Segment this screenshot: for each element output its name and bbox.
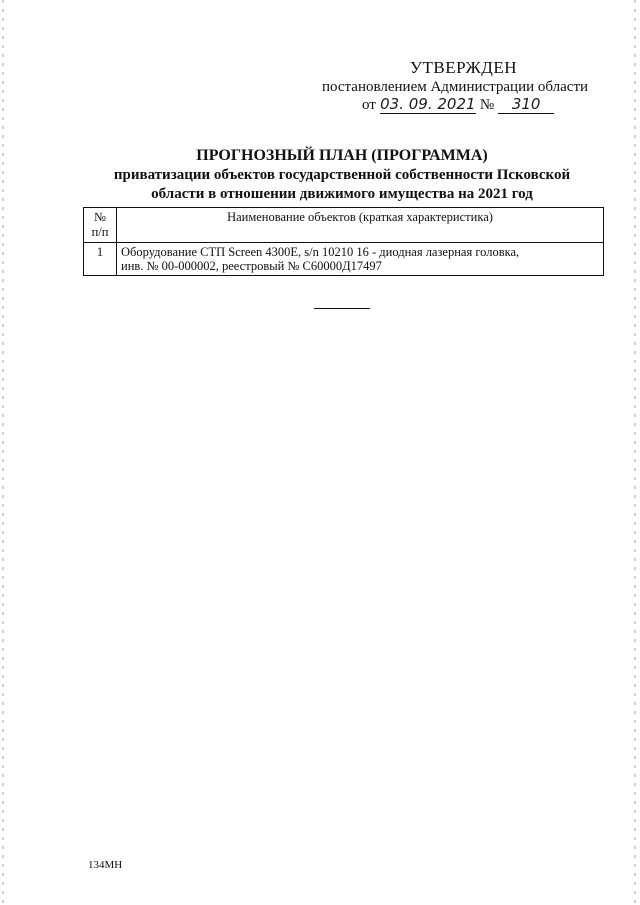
footer-code: 134МН: [88, 859, 123, 871]
approval-date-line: [362, 96, 554, 114]
table-row: [84, 243, 604, 276]
row-name-line-2: инв. № 00-000002, реестровый № С60000Д17497: [121, 259, 382, 273]
table-header-row: [84, 208, 604, 243]
privatization-table: [83, 207, 604, 276]
end-of-document-rule: [314, 308, 370, 309]
heading-subtitle-line-2: области в отношении движимого имущества на 2021 год: [151, 186, 533, 202]
approval-subtitle: постановлением Администрации области: [322, 79, 589, 95]
header-num-line-1: №: [94, 210, 106, 224]
row-name: [117, 243, 604, 276]
handwritten-number: 310: [498, 96, 554, 114]
header-num-line-2: п/п: [91, 225, 109, 239]
header-name: Наименование объектов (краткая характеристика): [117, 208, 604, 243]
right-edge-scan-mark: [634, 0, 636, 905]
number-prefix: №: [479, 97, 495, 113]
header-num: [84, 208, 117, 243]
row-name-line-1: Оборудование СТП Screen 4300E, s/n 10210 16 - диодная лазерная головка,: [121, 245, 520, 259]
heading-title: ПРОГНОЗНЫЙ ПЛАН (ПРОГРАММА): [196, 147, 488, 164]
left-edge-scan-mark: [2, 0, 4, 905]
heading-subtitle-line-1: приватизации объектов государственной собственности Псковской: [113, 167, 571, 183]
date-prefix: от: [362, 97, 376, 113]
row-num: 1: [84, 243, 117, 276]
approval-title: УТВЕРЖДЕН: [410, 58, 517, 77]
handwritten-date: 03. 09. 2021: [380, 95, 476, 113]
document-heading: [80, 146, 604, 204]
